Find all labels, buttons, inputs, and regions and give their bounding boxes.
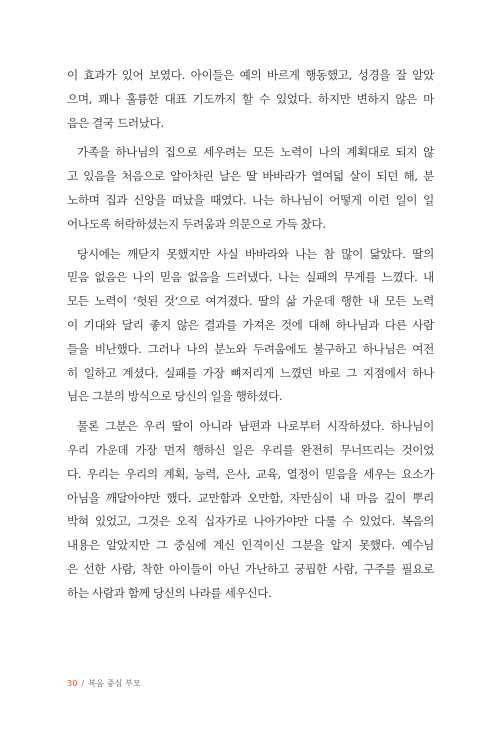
text-line: 으며, 꽤나 훌륭한 대표 기도까지 할 수 있었다. 하지만 변하지 않은 마 bbox=[67, 91, 434, 106]
text-line: 내용은 알았지만 그 중심에 계신 인격이신 그분을 알지 못했다. 예수님 bbox=[67, 538, 434, 553]
text-line: 믿음 없음은 나의 믿음 없음을 드러냈다. 나는 실패의 무게를 느꼈다. 내 bbox=[67, 270, 434, 285]
paragraph bbox=[67, 415, 434, 605]
text-line: 어나도록 허락하셨는지 두려움과 의문으로 가득 찼다. bbox=[67, 216, 326, 231]
text-line: 다. 우리는 우리의 계획, 능력, 은사, 교육, 열정이 믿음을 세우는 요소가 bbox=[67, 466, 434, 481]
text-line: 아님을 깨달아야만 했다. 교만함과 오만함, 자만심이 내 마음 깊이 뿌리 bbox=[67, 490, 434, 505]
paragraph bbox=[67, 243, 434, 410]
text-line: 물론 그분은 우리 딸이 아니라 남편과 나로부터 시작하셨다. 하나님이 bbox=[77, 419, 434, 434]
text-line: 고 있음을 처음으로 알아차린 날은 딸 바바라가 열여덟 살이 되던 해, 분 bbox=[67, 169, 434, 184]
paragraph bbox=[67, 141, 434, 236]
text-line: 은 선한 사람, 착한 아이들이 아닌 가난하고 궁핍한 사람, 구주를 필요로 bbox=[67, 561, 434, 576]
text-line: 박혀 있었고, 그것은 오직 십자가로 나아가야만 다룰 수 있었다. 복음의 bbox=[67, 514, 434, 529]
page-number: 30 bbox=[67, 678, 78, 688]
text-line: 음은 결국 드러났다. bbox=[67, 115, 164, 130]
paragraph bbox=[67, 64, 434, 135]
text-line: 들을 비난했다. 그러나 나의 분노와 두려움에도 불구하고 하나님은 여전 bbox=[67, 341, 434, 356]
text-line: 우리 가운데 가장 먼저 행하신 일은 우리를 완전히 무너뜨리는 것이었 bbox=[67, 442, 434, 457]
text-line: 가족을 하나님의 집으로 세우려는 모든 노력이 나의 계획대로 되지 않 bbox=[77, 145, 434, 160]
book-title: 복음 중심 부모 bbox=[88, 678, 141, 688]
text-line: 히 일하고 계셨다. 실패를 가장 뼈저리게 느꼈던 바로 그 지점에서 하나 bbox=[67, 365, 434, 380]
text-line: 하는 사람과 함께 당신의 나라를 세우신다. bbox=[67, 585, 272, 600]
text-line: 이 기대와 달리 좋지 않은 결과를 가져온 것에 대해 하나님과 다른 사람 bbox=[67, 317, 434, 332]
text-line: 이 효과가 있어 보였다. 아이들은 예의 바르게 행동했고, 성경을 잘 알았 bbox=[67, 68, 434, 82]
footer-separator: / bbox=[81, 678, 85, 688]
text-line: 노하며 집과 신앙을 떠났을 때였다. 나는 하나님이 어떻게 이런 일이 일 bbox=[67, 192, 434, 207]
page-body bbox=[67, 64, 434, 606]
text-line: 당시에는 깨닫지 못했지만 사실 바바라와 나는 참 많이 닮았다. 딸의 bbox=[77, 246, 434, 261]
page-footer bbox=[67, 678, 141, 689]
text-line: 모든 노력이 ‘헛된 것’으로 여겨졌다. 딸의 삶 가운데 행한 내 모든 노력 bbox=[67, 294, 434, 309]
text-line: 님은 그분의 방식으로 당신의 일을 행하셨다. bbox=[67, 389, 283, 404]
